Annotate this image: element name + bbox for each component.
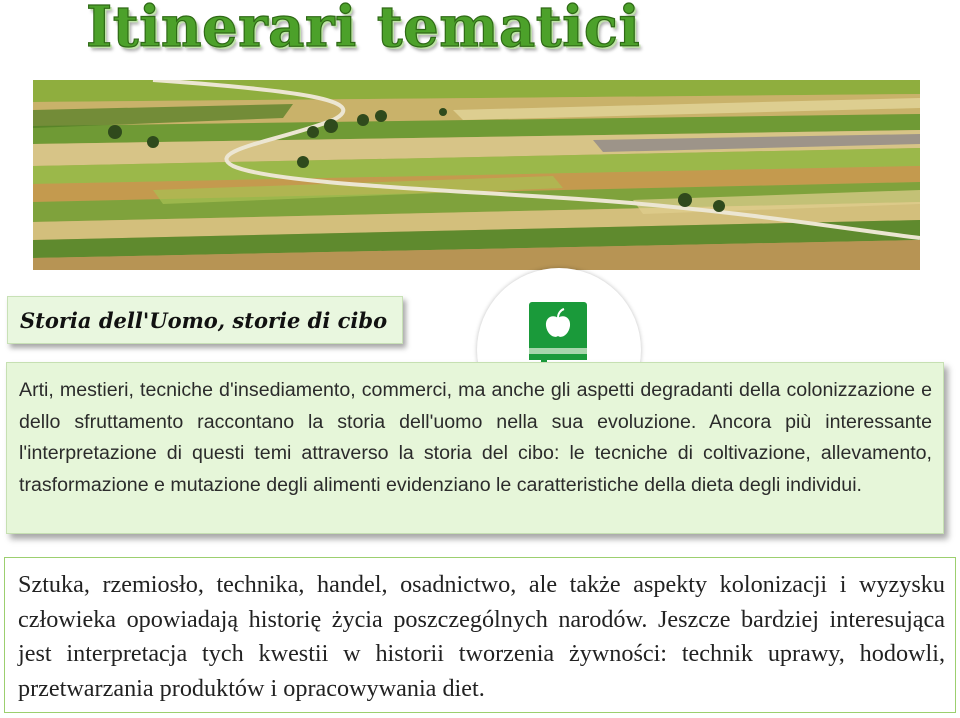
polish-description: Sztuka, rzemiosło, technika, handel, osadnictwo, ale także aspekty kolonizacji i wyzysku człowieka opowiadają historię życia poszczególnych narodów. Jeszcze bardziej interesująca jest interpretacja tych kwestii w historii tworzenia żywności: technik uprawy, hodowli, przetwarzania produktów i opracowywania diet. [4,557,956,713]
italian-description: Arti, mestieri, tecniche d'insediamento, commerci, ma anche gli aspetti degradanti della colonizzazione e dello sfruttamento raccontano la storia dell'uomo nella sua evoluzione. Ancora più interessante l'interpretazione di questi temi attraverso la storia del cibo: le tecniche di coltivazione, allevamento, trasformazione e mutazione degli alimenti evidenziano le caratteristiche della dieta degli individui. [6,362,944,534]
page-title: Itinerari tematici [86,0,641,60]
green-book-apple-icon [527,300,591,368]
section-subtitle: Storia dell'Uomo, storie di cibo [7,296,403,344]
landscape-photo [33,80,920,270]
